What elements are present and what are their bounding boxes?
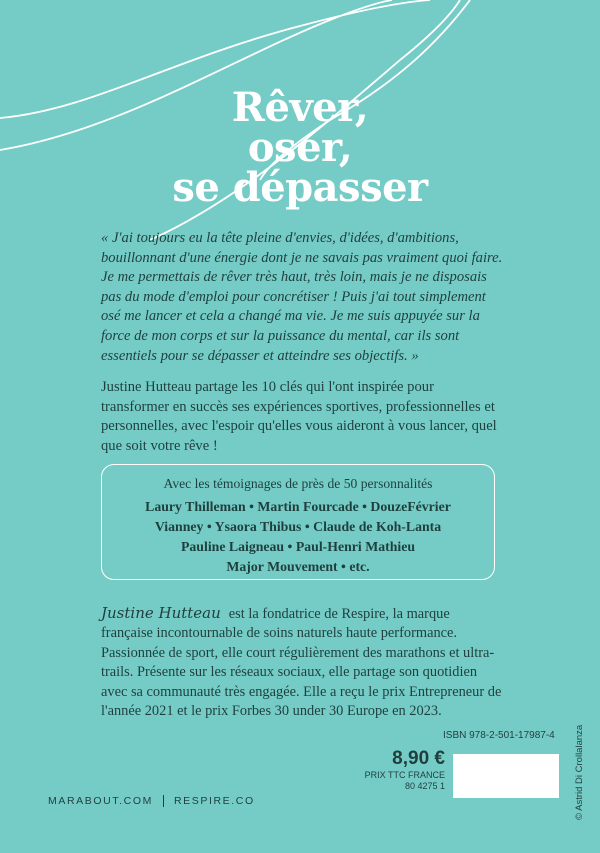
title-line-2: oser, xyxy=(247,124,353,171)
testimonials-line: Laury Thilleman • Martin Fourcade • DouzeFévrier xyxy=(145,499,451,514)
bio-text: est la fondatrice de Respire, la marque française incontournable de soins naturels haute performance. Passionnée de sport, elle court régulièrement des marathons et ultra-trails. Présente sur les réseaux sociaux, elle partage son quotidien avec sa communauté très engagée. Elle a reçu le prix Entrepreneur de l'année 2021 et le prix Forbes 30 under 30 Europe en 2023. xyxy=(101,606,502,720)
title-line-1: Rêver, xyxy=(231,84,369,131)
author-quote: « J'ai toujours eu la tête pleine d'envies, d'idées, d'ambitions, bouillonnant d'une énergie dont je ne savais pas vraiment quoi faire. Je me permettais de rêver très haut, très loin, mais je ne disposais pas du mode d'emploi pour concrétiser ! Puis j'ai tout simplement osé me lancer et cela a changé ma vie. Je me suis appuyée sur la force de mon corps et sur la puissance du mental, car ils sont essentiels pour se dépasser et atteindre ses objectifs. » xyxy=(101,230,503,364)
testimonials-line: Pauline Laigneau • Paul-Henri Mathieu xyxy=(180,539,416,554)
publisher-footer xyxy=(48,795,255,807)
price-code: 80 4275 1 xyxy=(404,781,445,791)
testimonials-line: Vianney • Ysaora Thibus • Claude de Koh-Lanta xyxy=(154,519,442,534)
testimonials-box xyxy=(101,464,495,580)
barcode-area xyxy=(453,754,559,798)
testimonials-names xyxy=(102,497,494,577)
book-title xyxy=(150,84,450,211)
title-line-3: se dépasser xyxy=(172,164,428,211)
price-label: PRIX TTC FRANCE xyxy=(364,770,445,780)
author-bio xyxy=(101,604,503,721)
testimonials-heading: Avec les témoignages de près de 50 personnalités xyxy=(163,476,433,491)
photo-credit: © Astrid Di Crollalanza xyxy=(574,724,585,820)
footer-divider xyxy=(163,795,164,807)
publisher-website: MARABOUT.COM xyxy=(48,795,153,807)
price-amount: 8,90 € xyxy=(392,748,445,769)
intro-paragraph: Justine Hutteau partage les 10 clés qui l'ont inspirée pour transformer en succès ses expériences sportives, professionnelles et personnelles, avec l'espoir qu'elles vous aideront à vous lancer, quel que soit votre rêve ! xyxy=(101,379,497,454)
isbn-number: ISBN 978-2-501-17987-4 xyxy=(443,730,555,741)
author-signature: Justine Hutteau xyxy=(101,604,221,622)
brand-website: RESPIRE.CO xyxy=(173,795,255,807)
price-block xyxy=(340,748,445,792)
testimonials-line: Major Mouvement • etc. xyxy=(226,559,370,574)
